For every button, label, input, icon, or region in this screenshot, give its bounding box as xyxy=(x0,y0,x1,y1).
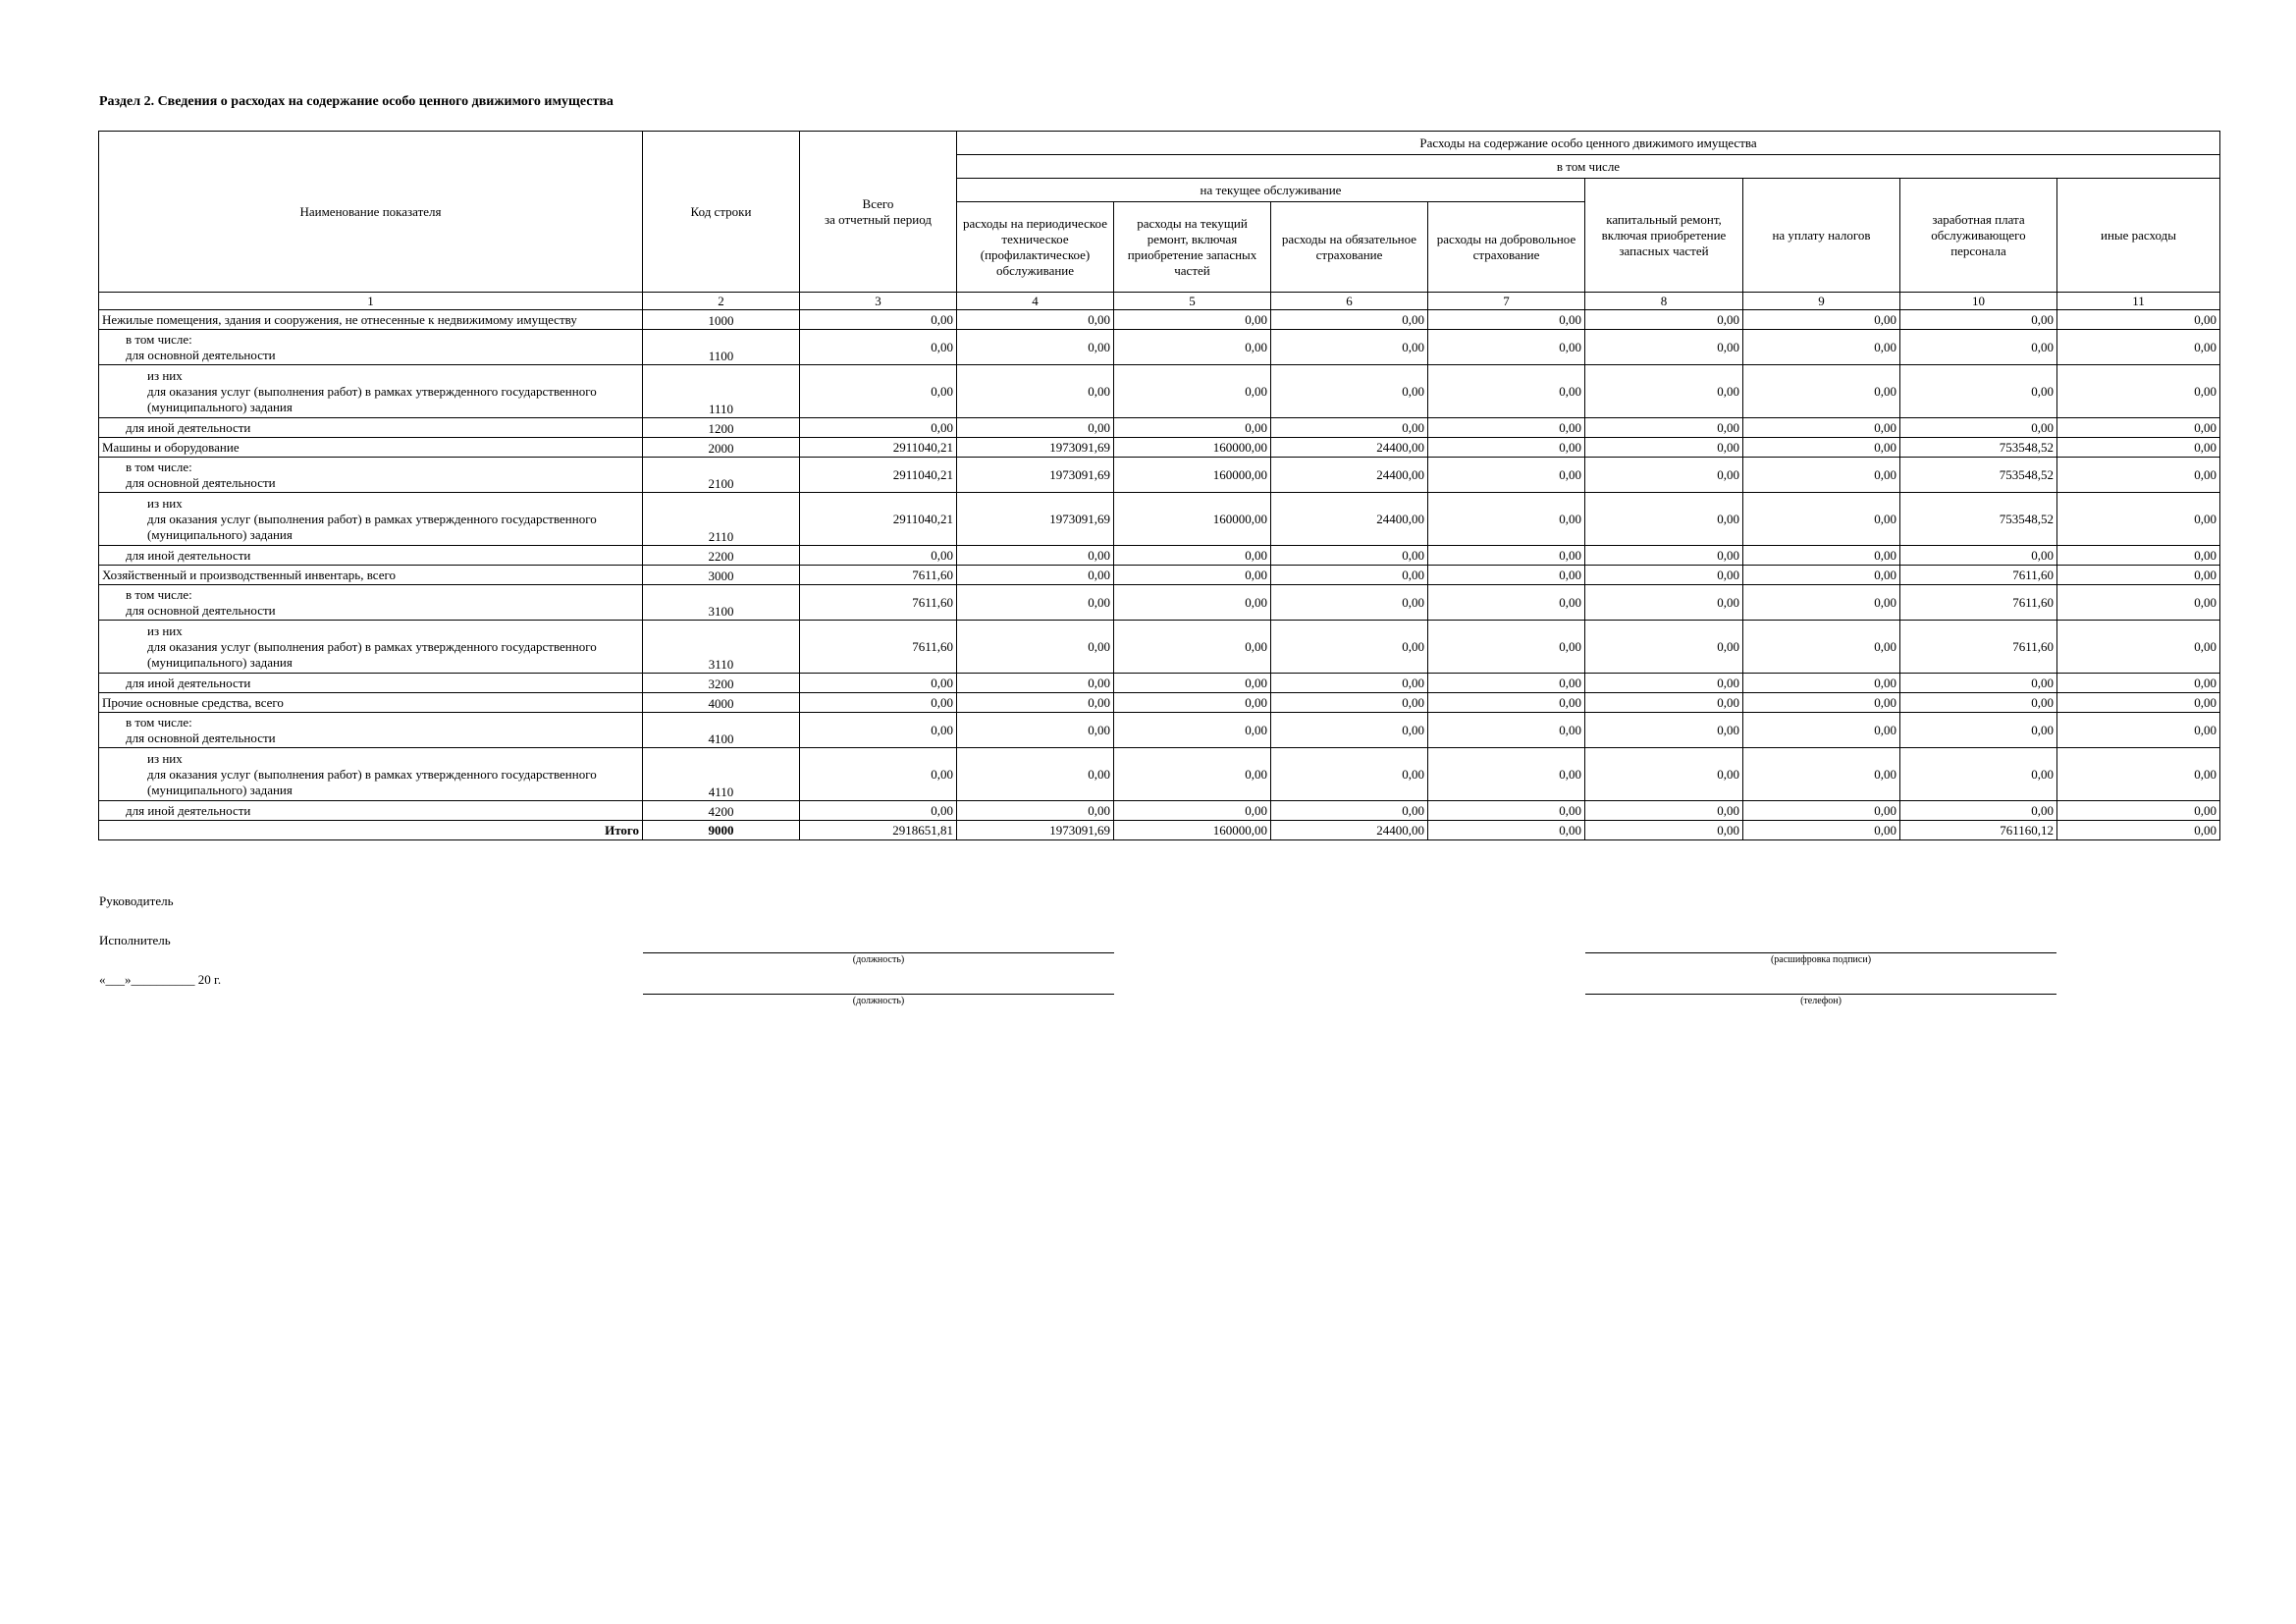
row-value: 0,00 xyxy=(800,674,957,693)
row-value: 0,00 xyxy=(1271,310,1428,330)
row-value: 0,00 xyxy=(800,330,957,365)
row-name xyxy=(99,801,643,821)
total-value: 2918651,81 xyxy=(800,821,957,840)
row-value: 0,00 xyxy=(800,713,957,748)
table-row xyxy=(99,458,2220,493)
row-value: 0,00 xyxy=(2057,748,2220,801)
row-value: 0,00 xyxy=(800,365,957,418)
header-name: Наименование показателя xyxy=(99,132,643,293)
position-caption-1: (должность) xyxy=(852,954,905,965)
row-value: 0,00 xyxy=(800,801,957,821)
row-value: 0,00 xyxy=(2057,801,2220,821)
row-value: 0,00 xyxy=(1585,693,1743,713)
total-value: 0,00 xyxy=(1428,821,1585,840)
header-total-line2: за отчетный период xyxy=(825,211,932,227)
column-number: 9 xyxy=(1743,293,1900,310)
row-value: 0,00 xyxy=(1428,748,1585,801)
row-value: 0,00 xyxy=(1428,713,1585,748)
row-value: 0,00 xyxy=(1271,748,1428,801)
row-value: 0,00 xyxy=(1585,438,1743,458)
row-value: 0,00 xyxy=(1585,310,1743,330)
row-name-line: для оказания услуг (выполнения работ) в рамках утвержденного государственного xyxy=(147,511,597,526)
row-value: 0,00 xyxy=(1743,365,1900,418)
header-c7: расходы на добровольное страхование xyxy=(1428,202,1585,293)
row-name-line: для иной деятельности xyxy=(126,419,251,435)
row-value: 0,00 xyxy=(1428,310,1585,330)
total-value: 24400,00 xyxy=(1271,821,1428,840)
row-value: 0,00 xyxy=(1271,585,1428,621)
table-row xyxy=(99,713,2220,748)
row-value: 0,00 xyxy=(1428,621,1585,674)
table-row xyxy=(99,438,2220,458)
total-value: 761160,12 xyxy=(1900,821,2057,840)
row-value: 0,00 xyxy=(800,546,957,566)
row-name-line: для основной деятельности xyxy=(126,347,276,362)
total-row xyxy=(99,821,2220,840)
row-value: 0,00 xyxy=(1900,801,2057,821)
row-value: 0,00 xyxy=(1900,418,2057,438)
row-value: 0,00 xyxy=(1900,310,2057,330)
row-value: 0,00 xyxy=(1114,693,1271,713)
row-value: 0,00 xyxy=(1900,365,2057,418)
row-value: 2911040,21 xyxy=(800,438,957,458)
row-name-line: из них xyxy=(147,623,183,638)
row-name-line: Машины и оборудование xyxy=(102,439,240,455)
row-value: 1973091,69 xyxy=(957,493,1114,546)
row-value: 0,00 xyxy=(800,418,957,438)
row-name xyxy=(99,621,643,674)
row-name xyxy=(99,693,643,713)
row-name-line: из них xyxy=(147,367,183,383)
row-value: 0,00 xyxy=(957,748,1114,801)
executor-label: Исполнитель xyxy=(99,933,171,947)
row-value: 7611,60 xyxy=(1900,585,2057,621)
row-value: 2911040,21 xyxy=(800,493,957,546)
table-row xyxy=(99,546,2220,566)
header-group: Расходы на содержание особо ценного движимого имущества xyxy=(957,132,2220,155)
column-number: 4 xyxy=(957,293,1114,310)
table-row xyxy=(99,330,2220,365)
row-value: 0,00 xyxy=(957,621,1114,674)
row-value: 0,00 xyxy=(1900,748,2057,801)
row-name xyxy=(99,458,643,493)
column-number: 2 xyxy=(643,293,800,310)
total-value: 160000,00 xyxy=(1114,821,1271,840)
row-value: 0,00 xyxy=(1585,621,1743,674)
row-value: 0,00 xyxy=(1585,546,1743,566)
row-value: 0,00 xyxy=(2057,310,2220,330)
row-value: 0,00 xyxy=(2057,674,2220,693)
row-value: 0,00 xyxy=(1743,801,1900,821)
position-line-2 xyxy=(643,994,1114,995)
position-line-1 xyxy=(643,952,1114,953)
row-name xyxy=(99,310,643,330)
row-value: 753548,52 xyxy=(1900,458,2057,493)
row-name-line: для основной деятельности xyxy=(126,730,276,745)
row-value: 0,00 xyxy=(800,693,957,713)
row-value: 0,00 xyxy=(957,310,1114,330)
header-total xyxy=(800,132,957,293)
row-value: 0,00 xyxy=(1428,801,1585,821)
row-value: 0,00 xyxy=(2057,493,2220,546)
row-name-line: в том числе: xyxy=(126,459,192,474)
row-value: 0,00 xyxy=(957,566,1114,585)
row-name-line: в том числе: xyxy=(126,586,192,602)
row-code: 2200 xyxy=(643,546,800,566)
table-row xyxy=(99,418,2220,438)
row-value: 0,00 xyxy=(1114,546,1271,566)
row-value: 0,00 xyxy=(2057,713,2220,748)
row-code: 4000 xyxy=(643,693,800,713)
row-value: 753548,52 xyxy=(1900,438,2057,458)
total-label: Итого xyxy=(99,821,643,840)
row-name xyxy=(99,493,643,546)
row-value: 0,00 xyxy=(1743,566,1900,585)
row-code: 3100 xyxy=(643,585,800,621)
section-title: Раздел 2. Сведения о расходах на содержание особо ценного движимого имущества xyxy=(99,94,614,109)
row-value: 0,00 xyxy=(957,801,1114,821)
row-value: 0,00 xyxy=(1114,330,1271,365)
row-value: 0,00 xyxy=(1114,713,1271,748)
row-value: 0,00 xyxy=(1271,546,1428,566)
row-value: 0,00 xyxy=(1428,418,1585,438)
header-c11: иные расходы xyxy=(2057,179,2220,293)
row-value: 0,00 xyxy=(1585,674,1743,693)
table-row xyxy=(99,310,2220,330)
row-code: 2100 xyxy=(643,458,800,493)
header-total-line1: Всего xyxy=(862,195,894,211)
table-row xyxy=(99,493,2220,546)
row-value: 0,00 xyxy=(1428,693,1585,713)
row-value: 0,00 xyxy=(1428,458,1585,493)
row-value: 0,00 xyxy=(1428,493,1585,546)
row-value: 160000,00 xyxy=(1114,438,1271,458)
column-number: 1 xyxy=(99,293,643,310)
header-c8: капитальный ремонт, включая приобретение запасных частей xyxy=(1585,179,1743,293)
row-name xyxy=(99,438,643,458)
row-value: 0,00 xyxy=(1271,418,1428,438)
row-value: 0,00 xyxy=(1900,546,2057,566)
column-number: 3 xyxy=(800,293,957,310)
row-value: 0,00 xyxy=(1585,585,1743,621)
header-c9: на уплату налогов xyxy=(1743,179,1900,293)
table-row xyxy=(99,748,2220,801)
row-name-line: для иной деятельности xyxy=(126,675,251,690)
row-value: 0,00 xyxy=(1743,674,1900,693)
row-value: 0,00 xyxy=(1271,713,1428,748)
row-value: 0,00 xyxy=(1585,493,1743,546)
row-value: 0,00 xyxy=(1271,693,1428,713)
header-c4: расходы на периодическое техническое (профилактическое) обслуживание xyxy=(957,202,1114,293)
row-name xyxy=(99,418,643,438)
row-value: 0,00 xyxy=(2057,585,2220,621)
total-value: 0,00 xyxy=(1585,821,1743,840)
row-value: 0,00 xyxy=(1114,418,1271,438)
row-code: 2110 xyxy=(643,493,800,546)
row-code: 2000 xyxy=(643,438,800,458)
row-name-line: для иной деятельности xyxy=(126,802,251,818)
column-number: 10 xyxy=(1900,293,2057,310)
row-value: 160000,00 xyxy=(1114,458,1271,493)
position-caption-2: (должность) xyxy=(852,996,905,1006)
row-value: 0,00 xyxy=(957,546,1114,566)
row-value: 0,00 xyxy=(1428,566,1585,585)
table-row xyxy=(99,566,2220,585)
column-number: 8 xyxy=(1585,293,1743,310)
row-name-line: Хозяйственный и производственный инвентарь, всего xyxy=(102,567,396,582)
row-value: 0,00 xyxy=(1743,693,1900,713)
row-value: 0,00 xyxy=(1428,438,1585,458)
row-value: 0,00 xyxy=(1743,713,1900,748)
row-value: 0,00 xyxy=(1114,365,1271,418)
head-label: Руководитель xyxy=(99,893,174,908)
header-c6: расходы на обязательное страхование xyxy=(1271,202,1428,293)
row-name xyxy=(99,566,643,585)
row-name-line: Прочие основные средства, всего xyxy=(102,694,284,710)
row-name-line: для иной деятельности xyxy=(126,547,251,563)
row-code: 1200 xyxy=(643,418,800,438)
row-name-line: в том числе: xyxy=(126,331,192,347)
row-value: 0,00 xyxy=(957,585,1114,621)
row-value: 0,00 xyxy=(1114,801,1271,821)
header-current: на текущее обслуживание xyxy=(957,179,1585,202)
row-value: 0,00 xyxy=(1743,438,1900,458)
row-value: 0,00 xyxy=(1428,674,1585,693)
row-value: 0,00 xyxy=(1743,458,1900,493)
row-value: 2911040,21 xyxy=(800,458,957,493)
header-c5: расходы на текущий ремонт, включая приобретение запасных частей xyxy=(1114,202,1271,293)
row-value: 0,00 xyxy=(1585,330,1743,365)
row-value: 160000,00 xyxy=(1114,493,1271,546)
row-value: 0,00 xyxy=(2057,418,2220,438)
row-value: 7611,60 xyxy=(1900,621,2057,674)
row-value: 0,00 xyxy=(1271,566,1428,585)
row-value: 0,00 xyxy=(1114,310,1271,330)
row-name-line: Нежилые помещения, здания и сооружения, не отнесенные к недвижимому имуществу xyxy=(102,311,577,327)
row-code: 4200 xyxy=(643,801,800,821)
row-name-line: (муниципального) задания xyxy=(147,399,293,414)
row-value: 0,00 xyxy=(1428,330,1585,365)
column-numbers-row xyxy=(99,293,2220,310)
row-name-line: для основной деятельности xyxy=(126,474,276,490)
row-name-line: для основной деятельности xyxy=(126,602,276,618)
table-row xyxy=(99,801,2220,821)
row-value: 0,00 xyxy=(1900,330,2057,365)
row-value: 753548,52 xyxy=(1900,493,2057,546)
row-name xyxy=(99,713,643,748)
row-value: 1973091,69 xyxy=(957,438,1114,458)
row-value: 0,00 xyxy=(1585,801,1743,821)
row-value: 0,00 xyxy=(1585,748,1743,801)
row-value: 0,00 xyxy=(1585,365,1743,418)
total-value: 0,00 xyxy=(2057,821,2220,840)
row-value: 0,00 xyxy=(1271,365,1428,418)
row-code: 3110 xyxy=(643,621,800,674)
row-name xyxy=(99,330,643,365)
row-code: 4100 xyxy=(643,713,800,748)
column-number: 5 xyxy=(1114,293,1271,310)
row-name-line: (муниципального) задания xyxy=(147,782,293,797)
row-value: 7611,60 xyxy=(1900,566,2057,585)
row-value: 0,00 xyxy=(957,674,1114,693)
row-value: 0,00 xyxy=(1743,493,1900,546)
row-name-line: для оказания услуг (выполнения работ) в рамках утвержденного государственного xyxy=(147,766,597,782)
decode-line xyxy=(1585,952,2056,953)
row-value: 0,00 xyxy=(957,713,1114,748)
row-value: 0,00 xyxy=(2057,458,2220,493)
row-value: 0,00 xyxy=(2057,566,2220,585)
row-value: 7611,60 xyxy=(800,621,957,674)
row-value: 0,00 xyxy=(2057,438,2220,458)
row-name-line: в том числе: xyxy=(126,714,192,730)
row-value: 0,00 xyxy=(1271,621,1428,674)
date-line: «___»__________ 20 г. xyxy=(99,972,222,987)
row-code: 1100 xyxy=(643,330,800,365)
row-value: 0,00 xyxy=(1743,418,1900,438)
header-code: Код строки xyxy=(643,132,800,293)
row-value: 0,00 xyxy=(1900,674,2057,693)
column-number: 7 xyxy=(1428,293,1585,310)
row-value: 0,00 xyxy=(2057,693,2220,713)
row-value: 0,00 xyxy=(1114,585,1271,621)
row-value: 0,00 xyxy=(957,330,1114,365)
row-value: 0,00 xyxy=(1114,674,1271,693)
row-value: 0,00 xyxy=(2057,621,2220,674)
row-value: 0,00 xyxy=(1585,566,1743,585)
row-name xyxy=(99,585,643,621)
total-code: 9000 xyxy=(643,821,800,840)
row-code: 3000 xyxy=(643,566,800,585)
row-value: 0,00 xyxy=(957,365,1114,418)
row-value: 0,00 xyxy=(800,310,957,330)
header-c10: заработная плата обслуживающего персонала xyxy=(1900,179,2057,293)
row-name-line: (муниципального) задания xyxy=(147,526,293,542)
row-value: 0,00 xyxy=(1900,693,2057,713)
table-header xyxy=(99,132,2220,310)
row-value: 24400,00 xyxy=(1271,493,1428,546)
row-value: 0,00 xyxy=(1743,748,1900,801)
row-code: 1110 xyxy=(643,365,800,418)
row-value: 1973091,69 xyxy=(957,458,1114,493)
row-value: 0,00 xyxy=(1585,418,1743,438)
row-value: 0,00 xyxy=(1271,801,1428,821)
total-value: 0,00 xyxy=(1743,821,1900,840)
row-value: 0,00 xyxy=(1585,713,1743,748)
row-value: 24400,00 xyxy=(1271,438,1428,458)
row-value: 0,00 xyxy=(1585,458,1743,493)
row-name xyxy=(99,365,643,418)
row-name-line: из них xyxy=(147,495,183,511)
row-value: 24400,00 xyxy=(1271,458,1428,493)
table-row xyxy=(99,365,2220,418)
row-value: 0,00 xyxy=(1428,585,1585,621)
table-row xyxy=(99,585,2220,621)
row-name-line: для оказания услуг (выполнения работ) в рамках утвержденного государственного xyxy=(147,638,597,654)
row-name xyxy=(99,748,643,801)
header-subgroup: в том числе xyxy=(957,155,2220,179)
total-value: 1973091,69 xyxy=(957,821,1114,840)
row-value: 0,00 xyxy=(1743,310,1900,330)
row-name-line: (муниципального) задания xyxy=(147,654,293,670)
row-value: 0,00 xyxy=(1743,546,1900,566)
row-value: 0,00 xyxy=(1743,585,1900,621)
phone-caption: (телефон) xyxy=(1800,996,1842,1006)
row-name xyxy=(99,674,643,693)
row-value: 0,00 xyxy=(1114,748,1271,801)
row-value: 7611,60 xyxy=(800,566,957,585)
row-value: 7611,60 xyxy=(800,585,957,621)
table-row xyxy=(99,674,2220,693)
column-number: 11 xyxy=(2057,293,2220,310)
row-value: 0,00 xyxy=(957,418,1114,438)
table-body xyxy=(99,310,2220,840)
table-row xyxy=(99,693,2220,713)
row-value: 0,00 xyxy=(2057,365,2220,418)
row-name-line: из них xyxy=(147,750,183,766)
row-value: 0,00 xyxy=(1428,546,1585,566)
row-name-line: для оказания услуг (выполнения работ) в рамках утвержденного государственного xyxy=(147,383,597,399)
row-value: 0,00 xyxy=(2057,330,2220,365)
row-value: 0,00 xyxy=(957,693,1114,713)
row-value: 0,00 xyxy=(1743,330,1900,365)
row-code: 3200 xyxy=(643,674,800,693)
row-value: 0,00 xyxy=(1271,330,1428,365)
column-number: 6 xyxy=(1271,293,1428,310)
row-value: 0,00 xyxy=(1900,713,2057,748)
row-value: 0,00 xyxy=(1428,365,1585,418)
expenses-table xyxy=(98,131,2220,840)
row-value: 0,00 xyxy=(1114,566,1271,585)
phone-line xyxy=(1585,994,2056,995)
row-code: 1000 xyxy=(643,310,800,330)
row-value: 0,00 xyxy=(2057,546,2220,566)
table-row xyxy=(99,621,2220,674)
row-value: 0,00 xyxy=(1271,674,1428,693)
row-value: 0,00 xyxy=(1114,621,1271,674)
row-code: 4110 xyxy=(643,748,800,801)
row-value: 0,00 xyxy=(1743,621,1900,674)
row-value: 0,00 xyxy=(800,748,957,801)
row-name xyxy=(99,546,643,566)
decode-caption: (расшифровка подписи) xyxy=(1770,954,1872,965)
